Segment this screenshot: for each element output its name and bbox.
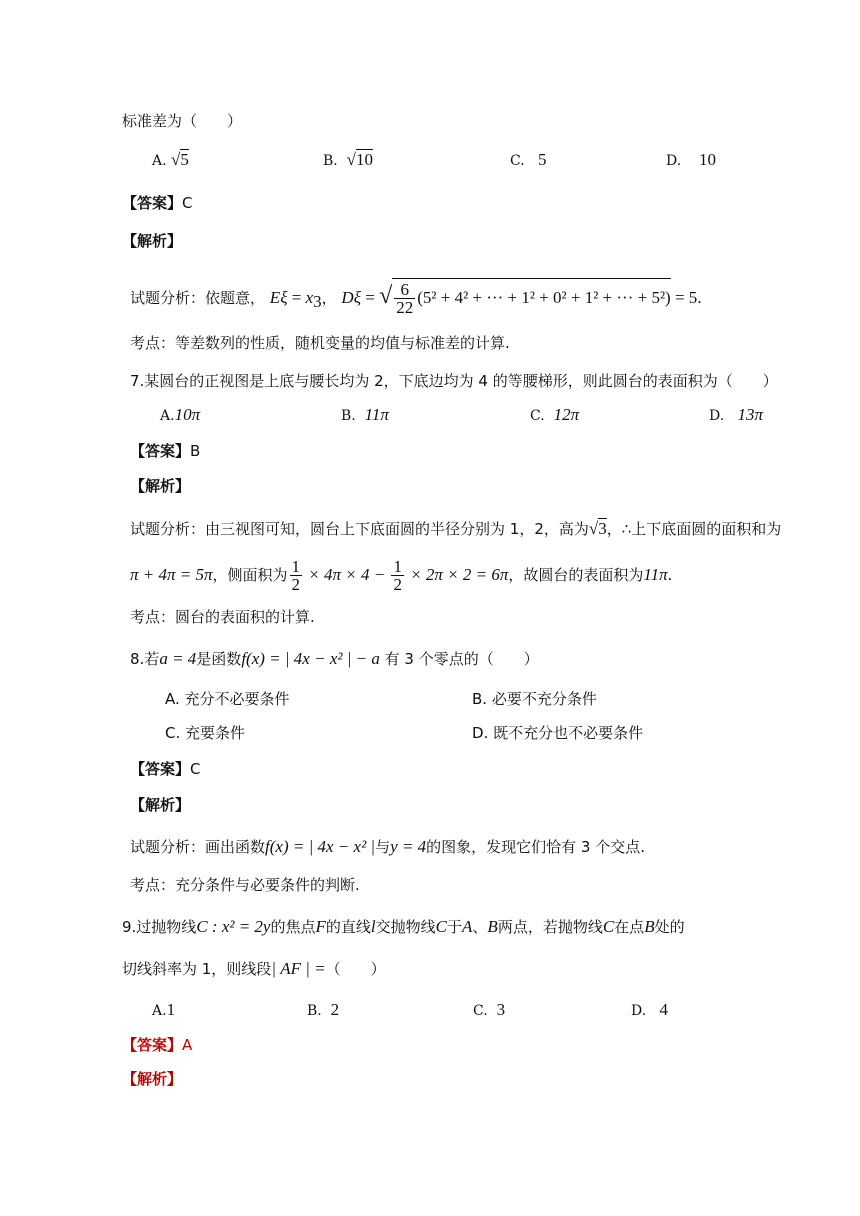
q9-stem-line-1: 9.过抛物线C : x² = 2y的焦点F的直线l交抛物线C于A、B两点，若抛物线C在点B处的 — [122, 917, 685, 936]
q6-option-a: A. √5 — [152, 150, 189, 169]
q6-stem-tail: 标准差为（ ） — [122, 112, 243, 130]
q6-analysis-label: 【解析】 — [122, 232, 183, 250]
q6-kaodian: 考点：等差数列的性质，随机变量的均值与标准差的计算. — [130, 334, 510, 352]
q8-option-d: D. 既不充分也不必要条件 — [472, 724, 644, 742]
q8-analysis-line: 试题分析：画出函数f(x) = | 4x − x² |与y = 4的图象，发现它们恰有 3 个交点. — [130, 837, 645, 856]
q7-option-b: B. 11π — [341, 405, 389, 424]
q7-analysis-line-2: π + 4π = 5π，侧面积为 $\frac{1}{2}$ × 4π × 4 − $\frac{1}{2}$ × 2π × 2 = 6π，故圆台的表面积为11π. — [130, 557, 672, 594]
q7-option-d: D. 13π — [709, 405, 764, 424]
q7-kaodian: 考点：圆台的表面积的计算. — [130, 608, 315, 626]
q8-answer: 【答案】C — [130, 760, 201, 778]
q6-option-d: D. 10 — [666, 150, 716, 169]
q9-stem-line-2: 切线斜率为 1，则线段| AF | =（ ） — [122, 959, 386, 978]
q9-answer: 【答案】A — [122, 1036, 193, 1054]
q6-analysis-line: 试题分析：依题意， $E\xi = x_3$， Dξ = √ $\frac{6}{22}$ (5² + 4² + ··· + 1² + 0² + 1² + ··· + 5²) = 5. — [130, 280, 702, 317]
q8-stem: 8.若a = 4是函数f(x) = | 4x − x² | − a 有 3 个零点的（ ） — [130, 649, 539, 668]
q9-option-d: D. 4 — [631, 1000, 669, 1019]
q7-answer: 【答案】B — [130, 442, 201, 460]
q8-option-a: A. 充分不必要条件 — [165, 690, 290, 708]
q6-option-b: B. √10 — [323, 150, 373, 169]
q7-stem: 7.某圆台的正视图是上底与腰长均为 2，下底边均为 4 的等腰梯形，则此圆台的表面积为（ ） — [130, 372, 778, 390]
q6-answer: 【答案】C — [122, 194, 193, 212]
q7-analysis-label: 【解析】 — [130, 477, 191, 495]
q8-option-b: B. 必要不充分条件 — [472, 690, 597, 708]
q9-option-a: A.1 — [152, 1000, 176, 1019]
q9-analysis-label: 【解析】 — [122, 1070, 183, 1088]
q7-option-c: C. 12π — [530, 405, 580, 424]
q8-option-c: C. 充要条件 — [165, 724, 246, 742]
q7-option-a: A.10π — [160, 405, 201, 424]
q9-option-b: B. 2 — [307, 1000, 340, 1019]
q7-analysis-line-1: 试题分析：由三视图可知，圆台上下底面圆的半径分别为 1，2，高为√3，∴上下底面圆的面积和为 — [130, 519, 782, 538]
q8-kaodian: 考点：充分条件与必要条件的判断. — [130, 876, 360, 894]
q6-option-c: C. 5 — [510, 150, 547, 169]
q8-analysis-label: 【解析】 — [130, 796, 191, 814]
q9-option-c: C. 3 — [473, 1000, 506, 1019]
